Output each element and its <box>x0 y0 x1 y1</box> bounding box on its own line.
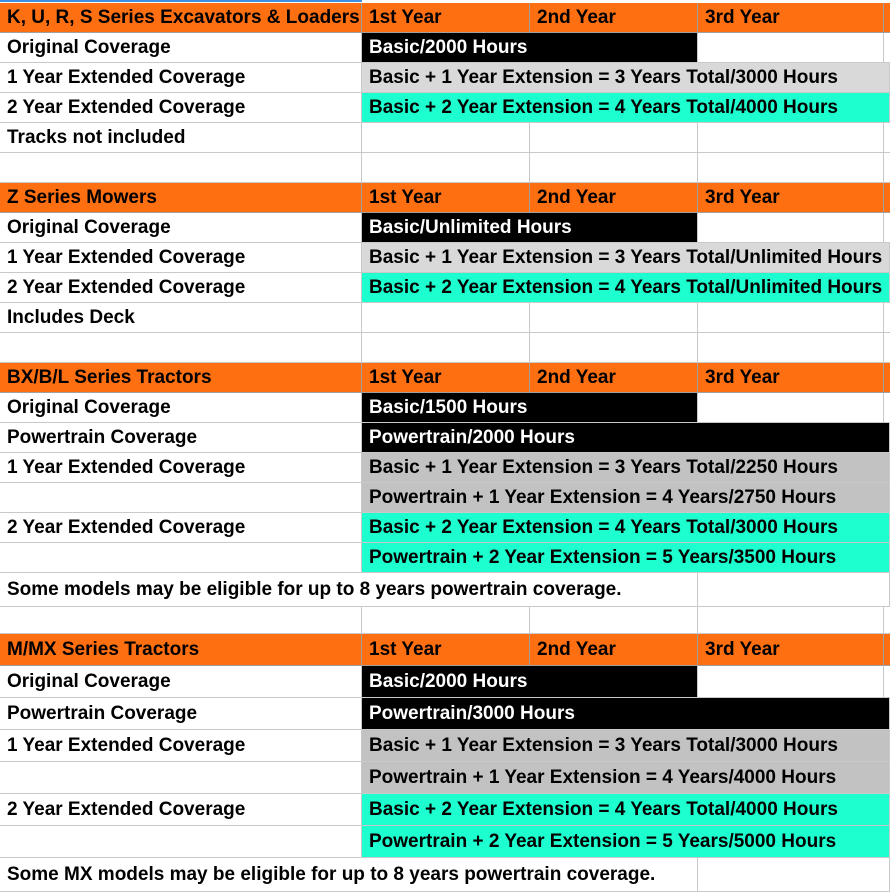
year-header[interactable]: 3rd Year <box>698 634 884 666</box>
coverage-cell[interactable]: Basic/2000 Hours <box>362 33 698 63</box>
row-label[interactable] <box>0 543 362 573</box>
coverage-cell[interactable]: Basic + 1 Year Extension = 3 Years Total/Unlimited Hours <box>362 243 890 273</box>
coverage-cell[interactable]: Powertrain + 2 Year Extension = 5 Years/3500 Hours <box>362 543 890 573</box>
blank-cell[interactable] <box>530 333 698 363</box>
year-header[interactable]: 2nd Year <box>530 363 698 393</box>
empty-cell[interactable] <box>698 393 884 423</box>
row-label[interactable]: Original Coverage <box>0 393 362 423</box>
empty-cell[interactable] <box>362 303 530 333</box>
section-title[interactable]: BX/B/L Series Tractors <box>0 363 362 393</box>
year-header-overflow[interactable] <box>884 3 890 33</box>
empty-cell[interactable] <box>698 858 890 892</box>
row-label[interactable]: Tracks not included <box>0 123 362 153</box>
coverage-cell[interactable]: Powertrain + 1 Year Extension = 4 Years/2750 Hours <box>362 483 890 513</box>
row-label[interactable] <box>0 483 362 513</box>
coverage-cell[interactable]: Basic + 1 Year Extension = 3 Years Total/2250 Hours <box>362 453 890 483</box>
coverage-cell[interactable]: Basic + 2 Year Extension = 4 Years Total/Unlimited Hours <box>362 273 890 303</box>
coverage-cell[interactable]: Basic + 2 Year Extension = 4 Years Total/4000 Hours <box>362 794 890 826</box>
blank-cell[interactable] <box>884 607 890 634</box>
year-header[interactable]: 2nd Year <box>530 3 698 33</box>
blank-cell[interactable] <box>698 607 884 634</box>
blank-cell[interactable] <box>698 333 884 363</box>
row-label[interactable]: Original Coverage <box>0 213 362 243</box>
empty-cell[interactable] <box>530 123 698 153</box>
coverage-cell[interactable]: Powertrain/3000 Hours <box>362 698 890 730</box>
coverage-cell[interactable]: Basic + 1 Year Extension = 3 Years Total/3000 Hours <box>362 63 890 93</box>
row-label[interactable] <box>0 826 362 858</box>
blank-cell[interactable] <box>884 333 890 363</box>
empty-cell[interactable] <box>884 33 890 63</box>
blank-cell[interactable] <box>0 333 362 363</box>
empty-cell[interactable] <box>362 123 530 153</box>
year-header[interactable]: 1st Year <box>362 363 530 393</box>
blank-cell[interactable] <box>530 153 698 183</box>
year-header[interactable]: 1st Year <box>362 3 530 33</box>
empty-cell[interactable] <box>698 213 884 243</box>
empty-cell[interactable] <box>698 303 884 333</box>
year-header-overflow[interactable] <box>884 634 890 666</box>
section-title[interactable]: Z Series Mowers <box>0 183 362 213</box>
year-header-overflow[interactable] <box>884 363 890 393</box>
row-label[interactable] <box>0 762 362 794</box>
coverage-cell[interactable]: Basic + 1 Year Extension = 3 Years Total/3000 Hours <box>362 730 890 762</box>
blank-cell[interactable] <box>362 607 530 634</box>
empty-cell[interactable] <box>884 123 890 153</box>
empty-cell[interactable] <box>884 666 890 698</box>
empty-cell[interactable] <box>884 213 890 243</box>
section-title[interactable]: K, U, R, S Series Excavators & Loaders <box>0 3 362 33</box>
row-label[interactable]: 1 Year Extended Coverage <box>0 453 362 483</box>
year-header[interactable]: 3rd Year <box>698 363 884 393</box>
blank-cell[interactable] <box>362 153 530 183</box>
coverage-cell[interactable]: Basic/Unlimited Hours <box>362 213 698 243</box>
row-label[interactable]: Powertrain Coverage <box>0 698 362 730</box>
empty-cell[interactable] <box>698 123 884 153</box>
row-label[interactable]: 2 Year Extended Coverage <box>0 273 362 303</box>
blank-cell[interactable] <box>698 153 884 183</box>
coverage-cell[interactable]: Basic/2000 Hours <box>362 666 698 698</box>
row-label[interactable]: 1 Year Extended Coverage <box>0 243 362 273</box>
section-title[interactable]: M/MX Series Tractors <box>0 634 362 666</box>
row-label[interactable]: Original Coverage <box>0 666 362 698</box>
row-label[interactable]: 2 Year Extended Coverage <box>0 513 362 543</box>
blank-cell[interactable] <box>0 153 362 183</box>
blank-cell[interactable] <box>530 607 698 634</box>
section-note[interactable]: Some MX models may be eligible for up to 8 years powertrain coverage. <box>0 858 698 892</box>
empty-cell[interactable] <box>530 303 698 333</box>
cell-selection-indicator <box>0 0 362 2</box>
empty-cell[interactable] <box>698 666 884 698</box>
row-label[interactable]: Original Coverage <box>0 33 362 63</box>
year-header[interactable]: 1st Year <box>362 183 530 213</box>
row-label[interactable]: 2 Year Extended Coverage <box>0 794 362 826</box>
blank-cell[interactable] <box>362 333 530 363</box>
section-note[interactable]: Some models may be eligible for up to 8 years powertrain coverage. <box>0 573 698 607</box>
empty-cell[interactable] <box>884 303 890 333</box>
blank-cell[interactable] <box>0 607 362 634</box>
blank-cell[interactable] <box>884 153 890 183</box>
coverage-cell[interactable]: Powertrain + 1 Year Extension = 4 Years/4000 Hours <box>362 762 890 794</box>
coverage-cell[interactable]: Basic + 2 Year Extension = 4 Years Total/4000 Hours <box>362 93 890 123</box>
coverage-cell[interactable]: Basic/1500 Hours <box>362 393 698 423</box>
empty-cell[interactable] <box>884 393 890 423</box>
empty-cell[interactable] <box>698 573 890 607</box>
coverage-cell[interactable]: Basic + 2 Year Extension = 4 Years Total/3000 Hours <box>362 513 890 543</box>
year-header-overflow[interactable] <box>884 183 890 213</box>
year-header[interactable]: 3rd Year <box>698 3 884 33</box>
year-header[interactable]: 3rd Year <box>698 183 884 213</box>
year-header[interactable]: 1st Year <box>362 634 530 666</box>
year-header[interactable]: 2nd Year <box>530 634 698 666</box>
coverage-cell[interactable]: Powertrain/2000 Hours <box>362 423 890 453</box>
row-label[interactable]: 1 Year Extended Coverage <box>0 63 362 93</box>
empty-cell[interactable] <box>698 33 884 63</box>
row-label[interactable]: 1 Year Extended Coverage <box>0 730 362 762</box>
row-label[interactable]: 2 Year Extended Coverage <box>0 93 362 123</box>
year-header[interactable]: 2nd Year <box>530 183 698 213</box>
row-label[interactable]: Includes Deck <box>0 303 362 333</box>
row-label[interactable]: Powertrain Coverage <box>0 423 362 453</box>
coverage-cell[interactable]: Powertrain + 2 Year Extension = 5 Years/5000 Hours <box>362 826 890 858</box>
